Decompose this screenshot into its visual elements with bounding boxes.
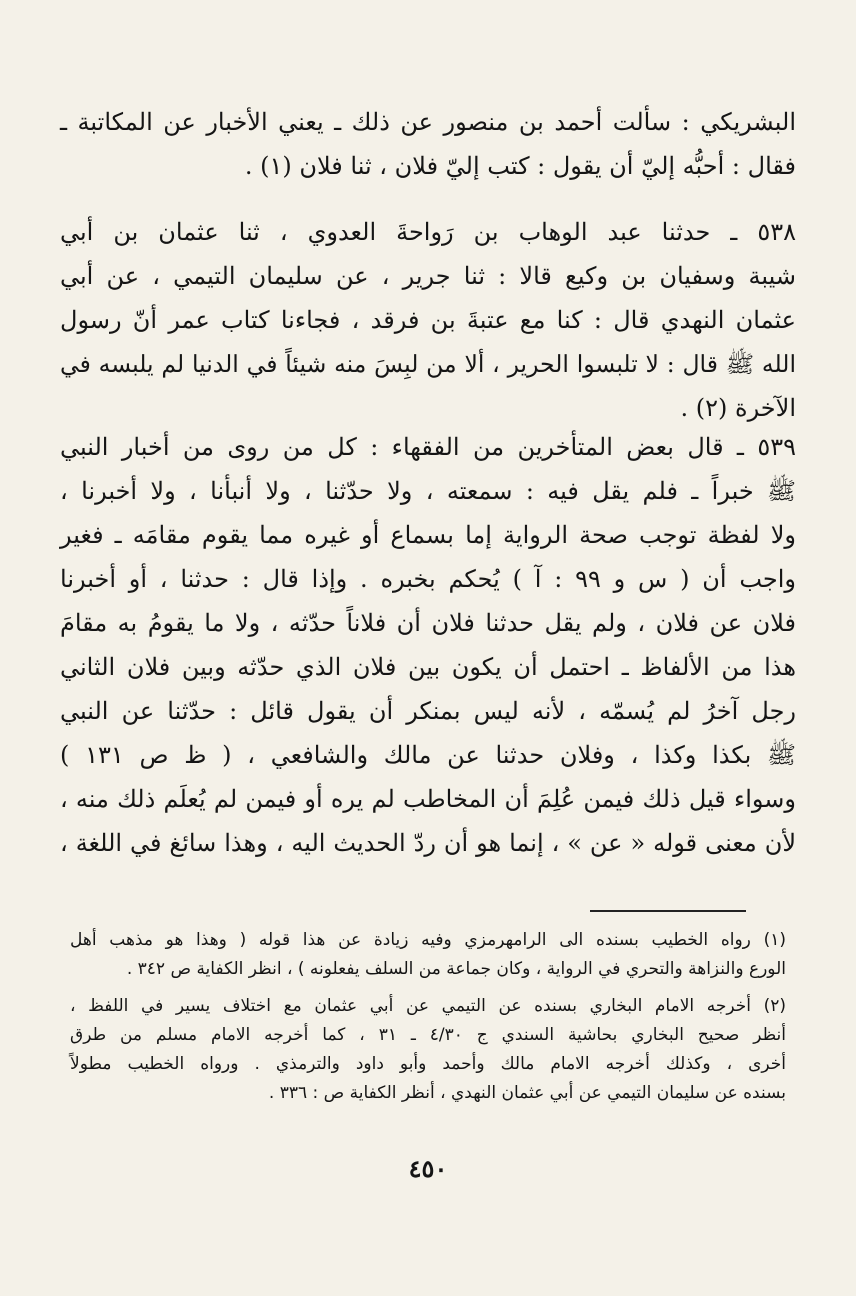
page-number: ٤٥٠ <box>408 1154 448 1183</box>
paragraph-539 <box>60 425 796 865</box>
text-line: ولا لفظة توجب صحة الرواية إما بسماع أو غيره مما يقوم مقامَه ـ فغير <box>60 521 796 549</box>
text-line: رجل آخرُ لم يُسمّه ، لأنه ليس بمنكر أن يقول قائل : حدّثنا عن النبي <box>60 697 796 725</box>
footnote-line: (٢) أخرجه الامام البخاري بسنده عن التيمي عن أبي عثمان مع اختلاف يسير في اللفظ ، <box>70 996 786 1016</box>
text-line: فلان عن فلان ، ولم يقل حدثنا فلان أن فلاناً حدّثه ، ولا ما يقومُ به مقامَ <box>60 609 796 637</box>
footnotes <box>70 926 786 1108</box>
text-line: الآخرة (٢) . <box>680 394 796 422</box>
footnote-line: بسنده عن سليمان التيمي عن أبي عثمان النهدي ، أنظر الكفاية ص : ٣٣٦ . <box>268 1083 786 1103</box>
text-line: عثمان النهدي قال : كنا مع عتبةَ بن فرقد ، فجاءنا كتاب عمر أنّ رسول <box>60 306 797 334</box>
footnote-2 <box>70 992 786 1108</box>
text-line: وسواء قيل ذلك فيمن عُلِمَ أن المخاطب لم يره أو فيمن لم يُعلَم ذلك منه ، <box>60 785 796 813</box>
text-line: البشريكي : سألت أحمد بن منصور عن ذلك ـ يعني الأخبار عن المكاتبة ـ <box>60 108 797 136</box>
text-line: واجب أن ( س و ٩٩ : آ ) يُحكم بخبره . وإذا قال : حدثنا ، أو أخبرنا <box>60 565 796 593</box>
text-line: ٥٣٨ ـ حدثنا عبد الوهاب بن رَواحةَ العدوي ، ثنا عثمان بن أبي <box>60 218 796 246</box>
footnote-1 <box>70 926 786 984</box>
footnote-line: الورع والنزاهة والتحري في الرواية ، وكان جماعة من السلف يفعلونه ) ، انظر الكفاية ص ٣٤٢ . <box>126 959 786 979</box>
text-line: لأن معنى قوله « عن » ، إنما هو أن ردّ الحديث اليه ، وهذا سائغ في اللغة ، <box>60 829 796 857</box>
text-line: شيبة وسفيان بن وكيع قالا : ثنا جرير ، عن سليمان التيمي ، عن أبي <box>60 262 796 290</box>
text-line: الله ﷺ قال : لا تلبسوا الحرير ، ألا من لبِسَ منه شيئاً في الدنيا لم يلبسه في <box>60 350 796 378</box>
text-line: فقال : أحبُّه إليّ أن يقول : كتب إليّ فلان ، ثنا فلان (١) . <box>244 152 796 180</box>
footnote-line: أنظر صحيح البخاري بحاشية السندي ج ٤/٣٠ ـ ٣١ ، كما أخرجه الامام مسلم من طرق <box>70 1025 786 1045</box>
footnote-divider <box>590 910 746 912</box>
text-line: ٥٣٩ ـ قال بعض المتأخرين من الفقهاء : كل من روى من أخبار النبي <box>60 433 796 461</box>
paragraph-538 <box>60 210 796 430</box>
footnote-line: أخرى ، وكذلك أخرجه الامام مالك وأحمد وأبو داود والترمذي . ورواه الخطيب مطولاً <box>70 1054 786 1074</box>
paragraph-continuation <box>60 100 796 188</box>
text-line: هذا من الألفاظ ـ احتمل أن يكون بين فلان الذي حدّثه وبين فلان الثاني <box>60 653 796 681</box>
footnote-line: (١) رواه الخطيب بسنده الى الرامهرمزي وفيه زيادة عن هذا قوله ( وهذا هو مذهب أهل <box>70 930 786 950</box>
text-line: ﷺ بكذا وكذا ، وفلان حدثنا عن مالك والشافعي ، ( ظ ص ١٣١ ) <box>60 741 796 769</box>
text-line: ﷺ خبراً ـ فلم يقل فيه : سمعته ، ولا حدّثنا ، ولا أنبأنا ، ولا أخبرنا ، <box>60 477 796 505</box>
